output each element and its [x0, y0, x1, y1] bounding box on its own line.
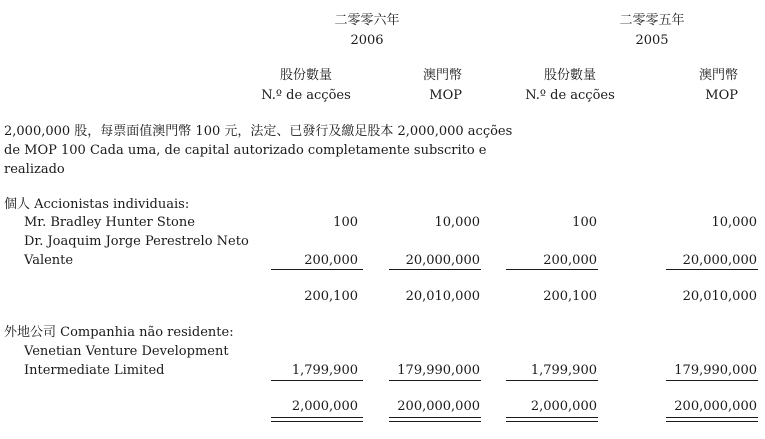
company-name-line2: Intermediate Limited [24, 363, 165, 378]
col-shares-2006-zh: 股份數量 [279, 68, 332, 83]
capital-desc-line2: de MOP 100 Cada uma, de capital autorizado completamente subscrito e [4, 143, 487, 158]
col-shares-2005-pt: N.º de acções [525, 88, 615, 103]
shares-2005-cell: 200,000 [543, 253, 597, 268]
col-mop-2006-zh: 澳門幣 [422, 68, 462, 83]
year-2006-zh: 二零零六年 [334, 13, 400, 28]
mop-2006-cell: 179,990,000 [397, 363, 480, 378]
mop-2006-cell: 20,000,000 [405, 253, 480, 268]
col-mop-2005-zh: 澳門幣 [698, 68, 738, 83]
total-mop-2005: 200,000,000 [674, 399, 757, 414]
col-mop-2006: MOP [429, 88, 462, 103]
underline [506, 269, 598, 270]
subtotal-mop-2005: 20,010,000 [682, 289, 757, 304]
shareholder-name: Mr. Bradley Hunter Stone [24, 215, 195, 230]
shares-2006-cell: 1,799,900 [291, 363, 358, 378]
shareholder-name-line2: Valente [24, 253, 74, 268]
shares-2006-cell: 100 [333, 215, 358, 230]
year-2006: 2006 [350, 33, 384, 48]
shareholder-name-line1: Dr. Joaquim Jorge Perestrelo Neto [24, 234, 249, 249]
mop-2005-cell: 20,000,000 [682, 253, 757, 268]
underline [271, 380, 363, 381]
shares-2005-cell: 100 [572, 215, 597, 230]
mop-2005-cell: 10,000 [711, 215, 757, 230]
underline [506, 380, 598, 381]
individuals-heading: 個人 Accionistas individuais: [4, 197, 190, 212]
underline [666, 380, 758, 381]
total-shares-2005: 2,000,000 [530, 399, 597, 414]
mop-2005-cell: 179,990,000 [674, 363, 757, 378]
col-shares-2006-pt: N.º de acções [261, 88, 351, 103]
underline [666, 269, 758, 270]
col-shares-2005-zh: 股份數量 [543, 68, 596, 83]
subtotal-shares-2005: 200,100 [543, 289, 597, 304]
double-underline [666, 417, 758, 422]
total-shares-2006: 2,000,000 [291, 399, 358, 414]
total-mop-2006: 200,000,000 [397, 399, 480, 414]
double-underline [389, 417, 481, 422]
capital-desc-line3: realizado [4, 162, 65, 177]
year-2005: 2005 [635, 33, 669, 48]
company-name-line1: Venetian Venture Development [24, 344, 229, 359]
col-mop-2005: MOP [705, 88, 738, 103]
underline [389, 380, 481, 381]
underline [389, 269, 481, 270]
year-2005-zh: 二零零五年 [619, 13, 685, 28]
double-underline [271, 417, 363, 422]
shares-2006-cell: 200,000 [304, 253, 358, 268]
subtotal-mop-2006: 20,010,000 [405, 289, 480, 304]
company-heading: 外地公司 Companhia não residente: [4, 325, 234, 340]
shares-2005-cell: 1,799,900 [530, 363, 597, 378]
double-underline [506, 417, 598, 422]
mop-2006-cell: 10,000 [434, 215, 480, 230]
subtotal-shares-2006: 200,100 [304, 289, 358, 304]
capital-desc-line1: 2,000,000 股，每票面值澳門幣 100 元，法定、已發行及繳足股本 2,000,000 acções [4, 124, 513, 139]
underline [271, 269, 363, 270]
